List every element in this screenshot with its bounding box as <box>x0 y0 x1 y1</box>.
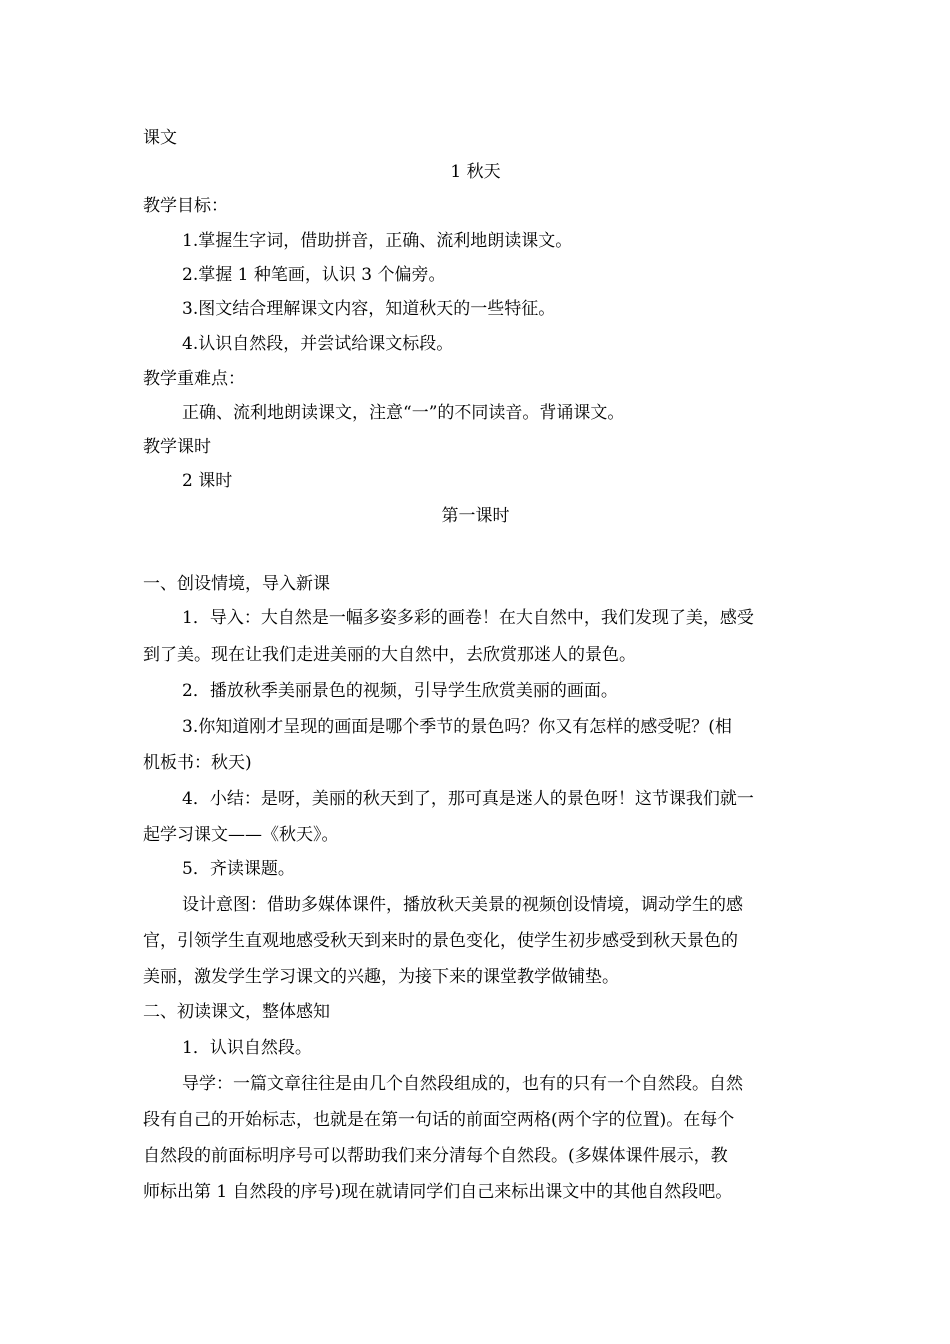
body-line: 3.你知道刚才呈现的画面是哪个季节的景色吗？你又有怎样的感受呢？(相 <box>182 717 732 737</box>
period-title: 第一课时 <box>441 506 510 526</box>
body-line: 师标出第 1 自然段的序号)现在就请同学们自己来标出课文中的其他自然段吧。 <box>143 1182 733 1202</box>
goal-item: 4.认识自然段，并尝试给课文标段。 <box>182 334 454 354</box>
body-line: 导学：一篇文章往往是由几个自然段组成的，也有的只有一个自然段。自然 <box>182 1074 743 1094</box>
body-line: 设计意图：借助多媒体课件，播放秋天美景的视频创设情境，调动学生的感 <box>182 895 743 915</box>
goal-item: 1.掌握生字词，借助拼音，正确、流利地朗读课文。 <box>182 231 573 251</box>
body-line: 1．导入：大自然是一幅多姿多彩的画卷！在大自然中，我们发现了美，感受 <box>182 608 754 628</box>
body-line: 官，引领学生直观地感受秋天到来时的景色变化，使学生初步感受到秋天景色的 <box>143 931 738 951</box>
lesson-title: 1 秋天 <box>450 162 501 182</box>
key-points-text: 正确、流利地朗读课文，注意“一”的不同读音。背诵课文。 <box>182 403 625 423</box>
key-points-heading: 教学重难点： <box>143 369 245 389</box>
goal-item: 3.图文结合理解课文内容，知道秋天的一些特征。 <box>182 299 556 319</box>
section-label: 课文 <box>143 128 177 148</box>
goal-item: 2.掌握 1 种笔画，认识 3 个偏旁。 <box>182 265 446 285</box>
body-line: 自然段的前面标明序号可以帮助我们来分清每个自然段。(多媒体课件展示，教 <box>143 1146 728 1166</box>
body-line: 4．小结：是呀，美丽的秋天到了，那可真是迷人的景色呀！这节课我们就一 <box>182 789 754 809</box>
goals-heading: 教学目标： <box>143 196 228 216</box>
hours-text: 2 课时 <box>182 471 233 491</box>
body-line: 到了美。现在让我们走进美丽的大自然中，去欣赏那迷人的景色。 <box>143 645 636 665</box>
body-line: 2．播放秋季美丽景色的视频，引导学生欣赏美丽的画面。 <box>182 681 618 701</box>
body-line: 段有自己的开始标志，也就是在第一句话的前面空两格(两个字的位置)。在每个 <box>143 1110 735 1130</box>
body-line: 起学习课文——《秋天》。 <box>143 825 339 845</box>
body-line: 美丽，激发学生学习课文的兴趣，为接下来的课堂教学做铺垫。 <box>143 967 619 987</box>
body-line: 1．认识自然段。 <box>182 1038 312 1058</box>
body-line: 5．齐读课题。 <box>182 859 295 879</box>
part2-heading: 二、初读课文，整体感知 <box>143 1002 330 1022</box>
hours-heading: 教学课时 <box>143 437 211 457</box>
part1-heading: 一、创设情境，导入新课 <box>143 574 330 594</box>
body-line: 机板书：秋天) <box>143 753 252 773</box>
